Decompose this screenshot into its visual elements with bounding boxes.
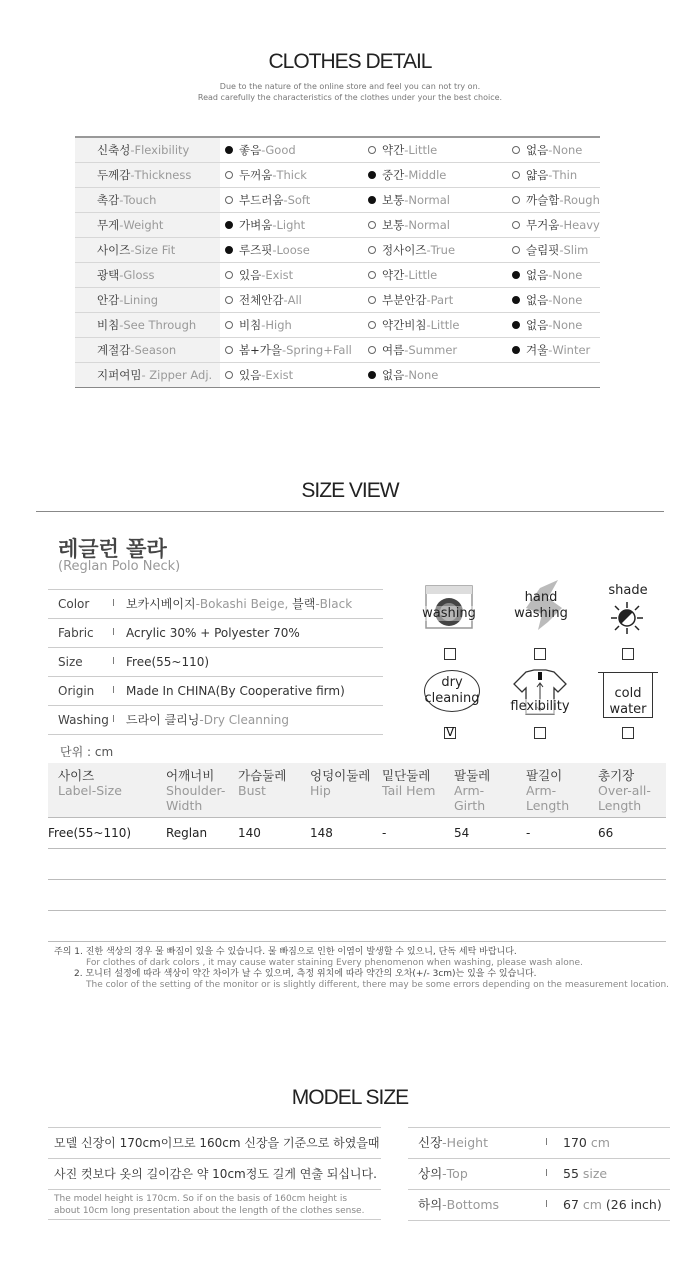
model-measure-table xyxy=(408,1127,670,1221)
option-en: -None xyxy=(548,318,583,332)
size-table-empty-row xyxy=(48,911,666,942)
detail-label-kr: 무게 xyxy=(97,218,120,232)
detail-option xyxy=(368,213,450,237)
measure-unit: cm xyxy=(586,1135,610,1150)
header-kr: 가슴둘레 xyxy=(238,768,287,783)
selected-dot-icon xyxy=(512,346,520,354)
sun-shade-icon xyxy=(610,601,644,635)
model-note-en-a: The model height is 170cm. So if on the basis of 160cm height is xyxy=(54,1194,348,1204)
option-kr: 얇음 xyxy=(526,168,549,182)
info-row xyxy=(48,677,383,706)
size-table-header xyxy=(48,763,666,818)
detail-row xyxy=(75,363,600,388)
option-en: -Light xyxy=(272,218,306,232)
option-kr: 중간 xyxy=(382,168,405,182)
model-measure-label xyxy=(418,1128,488,1158)
detail-row xyxy=(75,163,600,188)
model-size-title: MODEL SIZE xyxy=(291,1086,409,1109)
header-kr: 밑단둘레 xyxy=(382,768,431,783)
option-kr: 있음 xyxy=(239,368,262,382)
detail-option xyxy=(368,338,457,362)
detail-option xyxy=(225,188,310,212)
info-value xyxy=(126,648,209,676)
detail-row-label xyxy=(75,313,220,337)
detail-label-kr: 광택 xyxy=(97,268,120,282)
dry-cleaning-checkmark: V xyxy=(446,725,455,739)
option-en: -None xyxy=(548,268,583,282)
dry-cleaning-checkbox[interactable] xyxy=(444,727,456,739)
size-view-divider xyxy=(36,511,664,512)
dry-label-1: dry xyxy=(441,675,463,690)
product-subtitle: (Reglan Polo Neck) xyxy=(58,559,181,574)
header-en: Arm- xyxy=(526,783,557,798)
option-en: -None xyxy=(548,293,583,307)
selected-dot-icon xyxy=(512,271,520,279)
size-cell: Free(55~110) xyxy=(48,826,132,840)
flexibility-checkbox[interactable] xyxy=(534,727,546,739)
detail-label-kr: 안감 xyxy=(97,293,120,307)
hand-washing-label xyxy=(508,590,574,622)
cold-water-checkbox[interactable] xyxy=(622,727,634,739)
size-cell: - xyxy=(382,826,387,840)
detail-row xyxy=(75,136,600,163)
detail-label-en: -Gloss xyxy=(119,268,155,282)
measure-extra: (26 inch) xyxy=(601,1197,662,1212)
empty-circle-icon xyxy=(368,246,376,254)
note-2-en: The color of the setting of the monitor or is slightly different, there may be some errors depending on the measurement location. xyxy=(86,980,670,990)
model-measure-label xyxy=(418,1190,499,1220)
measure-unit: size xyxy=(578,1166,608,1181)
detail-label-kr: 비침 xyxy=(97,318,120,332)
model-note-box xyxy=(48,1127,381,1220)
note-1: 주의 1. 진한 색상의 경우 물 빠짐이 있을 수 있습니다. 물 빠짐으로 인한 이염이 발생할 수 있으니, 단독 세탁 바랍니다. xyxy=(54,947,517,957)
option-en: -Loose xyxy=(272,243,310,257)
detail-option xyxy=(368,188,450,212)
detail-label-kr: 사이즈 xyxy=(97,243,131,257)
size-header-cell xyxy=(166,768,225,813)
option-en: -Summer xyxy=(404,343,458,357)
size-table-empty-row xyxy=(48,849,666,880)
option-en: -Heavy xyxy=(559,218,600,232)
hand-label-1: hand xyxy=(524,590,558,605)
header-en: Hip xyxy=(310,783,331,798)
detail-option xyxy=(512,313,582,337)
detail-option xyxy=(225,263,293,287)
empty-circle-icon xyxy=(225,271,233,279)
measure-kr: 신장 xyxy=(418,1135,443,1150)
detail-row xyxy=(75,338,600,363)
clothes-detail-table xyxy=(75,136,600,388)
selected-dot-icon xyxy=(225,146,233,154)
info-value-kr: Free(55~110) xyxy=(126,655,210,669)
dry-cleaning-label xyxy=(420,675,484,707)
option-kr: 약간비침 xyxy=(382,318,427,332)
model-note-line-2: 사진 컷보다 옷의 길이감은 약 10cm정도 길게 연출 되십니다. xyxy=(48,1159,381,1190)
info-value-kr2: 블랙 xyxy=(292,597,316,611)
info-value-kr: Acrylic 30% + Polyester 70% xyxy=(126,626,300,640)
product-info-table xyxy=(48,589,383,735)
header-kr: 어깨너비 xyxy=(166,768,215,783)
basin-rim xyxy=(598,672,658,673)
info-value xyxy=(126,677,345,705)
detail-option xyxy=(368,263,437,287)
option-en: -Normal xyxy=(404,193,450,207)
detail-label-en: -Thickness xyxy=(130,168,192,182)
info-separator: I xyxy=(112,714,115,725)
option-kr: 겨울 xyxy=(526,343,549,357)
size-header-cell xyxy=(382,768,435,798)
detail-option xyxy=(368,138,437,162)
option-en: -Normal xyxy=(404,218,450,232)
detail-label-en: -Touch xyxy=(119,193,157,207)
selected-dot-icon xyxy=(225,221,233,229)
detail-option xyxy=(225,363,293,387)
header-en: Bust xyxy=(238,783,266,798)
empty-circle-icon xyxy=(368,321,376,329)
cold-label-2: water xyxy=(609,702,647,717)
detail-label-kr: 촉감 xyxy=(97,193,120,207)
option-en: -Little xyxy=(404,268,438,282)
size-table xyxy=(48,763,666,942)
info-separator: I xyxy=(112,656,115,667)
measure-separator: I xyxy=(545,1137,548,1148)
detail-label-kr: 신축성 xyxy=(97,143,131,157)
detail-option xyxy=(225,138,296,162)
detail-label-en: - Zipper Adj. xyxy=(141,368,213,382)
detail-row-label xyxy=(75,338,220,362)
option-kr: 없음 xyxy=(526,268,549,282)
detail-option xyxy=(225,213,305,237)
detail-option xyxy=(512,213,600,237)
header-en: Arm- xyxy=(454,783,485,798)
detail-option xyxy=(225,313,292,337)
detail-row xyxy=(75,188,600,213)
size-header-cell xyxy=(310,768,370,798)
option-en: -All xyxy=(283,293,302,307)
measure-unit: cm xyxy=(578,1197,602,1212)
header-en: Tail Hem xyxy=(382,783,436,798)
option-en: -Little xyxy=(426,318,460,332)
option-en: -High xyxy=(261,318,292,332)
option-kr: 가벼움 xyxy=(239,218,273,232)
model-measure-label xyxy=(418,1159,468,1189)
detail-label-en: -See Through xyxy=(119,318,197,332)
option-kr: 없음 xyxy=(526,318,549,332)
detail-option xyxy=(368,313,459,337)
model-note-en-b: about 10cm long presentation about the length of the clothes sense. xyxy=(54,1206,365,1216)
option-kr: 좋음 xyxy=(239,143,262,157)
empty-circle-icon xyxy=(225,171,233,179)
detail-option xyxy=(512,338,590,362)
size-cell: 148 xyxy=(310,826,333,840)
option-kr: 루즈핏 xyxy=(239,243,273,257)
empty-circle-icon xyxy=(512,146,520,154)
empty-circle-icon xyxy=(225,371,233,379)
option-kr: 정사이즈 xyxy=(382,243,427,257)
selected-dot-icon xyxy=(512,321,520,329)
measure-en: -Bottoms xyxy=(442,1197,500,1212)
size-header-cell xyxy=(58,768,122,798)
option-en: -Slim xyxy=(559,243,589,257)
cold-label-1: cold xyxy=(614,686,642,701)
option-en: -None xyxy=(548,143,583,157)
size-header-cell xyxy=(454,768,490,813)
header-en2: Width xyxy=(166,798,203,813)
measure-en: -Top xyxy=(442,1166,468,1181)
detail-label-kr: 계절감 xyxy=(97,343,131,357)
detail-option xyxy=(368,288,453,312)
detail-row xyxy=(75,238,600,263)
selected-dot-icon xyxy=(368,171,376,179)
size-cell: Reglan xyxy=(166,826,208,840)
size-cell: 66 xyxy=(598,826,614,840)
measure-value: 67 xyxy=(563,1197,579,1212)
info-value-kr: 보카시베이지 xyxy=(126,597,196,611)
detail-row xyxy=(75,313,600,338)
info-separator: I xyxy=(112,598,115,609)
info-row xyxy=(48,648,383,677)
empty-circle-icon xyxy=(225,196,233,204)
model-note-line-3 xyxy=(48,1190,381,1220)
detail-option xyxy=(512,138,582,162)
header-kr: 팔둘레 xyxy=(454,768,491,783)
empty-circle-icon xyxy=(512,221,520,229)
empty-circle-icon xyxy=(368,221,376,229)
option-en: -Good xyxy=(261,143,296,157)
info-value xyxy=(126,590,352,618)
info-value-en: -Bokashi Beige, xyxy=(195,597,293,611)
option-en: -Rough xyxy=(559,193,600,207)
model-measure-row xyxy=(408,1159,670,1190)
info-value-kr: 드라이 클리닝 xyxy=(126,713,200,727)
option-kr: 봄+가을 xyxy=(239,343,282,357)
model-measure-value xyxy=(563,1128,610,1158)
detail-option xyxy=(225,163,307,187)
option-kr: 없음 xyxy=(526,143,549,157)
detail-label-en: -Lining xyxy=(119,293,159,307)
info-label: Fabric xyxy=(58,626,94,640)
detail-label-en: -Season xyxy=(130,343,177,357)
option-en: -Thick xyxy=(272,168,307,182)
header-en: Label-Size xyxy=(58,783,122,798)
size-view-title: SIZE VIEW xyxy=(301,479,399,502)
detail-row-label xyxy=(75,363,220,387)
detail-option xyxy=(225,338,352,362)
info-separator: I xyxy=(112,627,115,638)
detail-option xyxy=(512,238,588,262)
empty-circle-icon xyxy=(368,346,376,354)
detail-option xyxy=(368,363,438,387)
detail-label-kr: 두께감 xyxy=(97,168,131,182)
option-en: -Little xyxy=(404,143,438,157)
option-en: -Soft xyxy=(283,193,311,207)
size-cell: 140 xyxy=(238,826,261,840)
option-en: -None xyxy=(404,368,439,382)
washing-checkbox[interactable] xyxy=(444,648,456,660)
detail-option xyxy=(512,188,600,212)
info-row xyxy=(48,706,383,735)
detail-row-label xyxy=(75,213,220,237)
option-kr: 있음 xyxy=(239,268,262,282)
detail-option xyxy=(368,163,446,187)
option-kr: 없음 xyxy=(526,293,549,307)
measure-value: 170 xyxy=(563,1135,587,1150)
header-kr: 사이즈 xyxy=(58,768,95,783)
header-kr: 엉덩이둘레 xyxy=(310,768,371,783)
measure-kr: 하의 xyxy=(418,1197,443,1212)
info-separator: I xyxy=(112,685,115,696)
detail-row-label xyxy=(75,163,220,187)
info-row xyxy=(48,589,383,619)
selected-dot-icon xyxy=(368,196,376,204)
hand-washing-checkbox[interactable] xyxy=(534,648,546,660)
info-value-kr: Made In CHINA(By Cooperative firm) xyxy=(126,684,345,698)
option-kr: 비침 xyxy=(239,318,262,332)
cold-water-label xyxy=(600,686,656,718)
flexibility-label: flexibility xyxy=(508,699,572,714)
option-kr: 부드러움 xyxy=(239,193,284,207)
empty-circle-icon xyxy=(225,321,233,329)
shade-checkbox[interactable] xyxy=(622,648,634,660)
model-measure-row xyxy=(408,1127,670,1159)
option-kr: 보통 xyxy=(382,193,405,207)
model-measure-row xyxy=(408,1190,670,1221)
option-kr: 까슬함 xyxy=(526,193,560,207)
option-kr: 부분안감 xyxy=(382,293,427,307)
empty-circle-icon xyxy=(368,146,376,154)
option-en: -Thin xyxy=(548,168,578,182)
info-row xyxy=(48,619,383,648)
detail-label-en: -Size Fit xyxy=(130,243,176,257)
empty-circle-icon xyxy=(368,271,376,279)
size-table-empty-row xyxy=(48,880,666,911)
product-name: 레글런 폴라 xyxy=(58,537,167,561)
detail-row xyxy=(75,213,600,238)
clothes-detail-subtitle-2: Read carefully the characteristics of the clothes under your the best choice. xyxy=(197,93,503,102)
info-value xyxy=(126,619,300,647)
size-table-row xyxy=(48,818,666,849)
empty-circle-icon xyxy=(368,296,376,304)
selected-dot-icon xyxy=(225,246,233,254)
unit-label: 단위 : cm xyxy=(60,745,114,759)
header-en: Shoulder- xyxy=(166,783,226,798)
clothes-detail-title: CLOTHES DETAIL xyxy=(268,50,432,73)
header-en2: Length xyxy=(526,798,570,813)
header-en2: Length xyxy=(598,798,642,813)
info-value xyxy=(126,706,289,734)
detail-label-kr: 지퍼여밈 xyxy=(97,368,142,382)
note-2: 2. 모니터 설정에 따라 색상이 약간 차이가 날 수 있으며, 측정 위치에 따라 약간의 오차(+/- 3cm)는 있을 수 있습니다. xyxy=(74,969,537,979)
info-value-en2: -Black xyxy=(315,597,353,611)
measure-value: 55 xyxy=(563,1166,579,1181)
option-en: -Exist xyxy=(261,268,294,282)
info-value-en: -Dry Cleanning xyxy=(199,713,290,727)
measure-en: -Height xyxy=(442,1135,488,1150)
detail-option xyxy=(512,263,582,287)
option-en: -Winter xyxy=(548,343,591,357)
selected-dot-icon xyxy=(512,296,520,304)
header-en: Over-all- xyxy=(598,783,651,798)
detail-row-label xyxy=(75,138,220,162)
detail-row-label xyxy=(75,263,220,287)
clothes-detail-subtitle-1: Due to the nature of the online store and feel you can not try on. xyxy=(219,82,481,91)
model-measure-value xyxy=(563,1190,662,1220)
option-kr: 여름 xyxy=(382,343,405,357)
size-header-cell xyxy=(238,768,286,798)
size-cell: 54 xyxy=(454,826,470,840)
option-en: -Middle xyxy=(404,168,447,182)
option-kr: 없음 xyxy=(382,368,405,382)
model-note-line-1: 모델 신장이 170cm이므로 160cm 신장을 기준으로 하였을때 xyxy=(48,1127,381,1159)
option-kr: 약간 xyxy=(382,143,405,157)
header-kr: 팔길이 xyxy=(526,768,563,783)
option-kr: 전체안감 xyxy=(239,293,284,307)
detail-option xyxy=(225,238,310,262)
hand-label-2: washing xyxy=(514,606,568,621)
option-kr: 슬림핏 xyxy=(526,243,560,257)
detail-option xyxy=(512,163,577,187)
detail-row xyxy=(75,263,600,288)
detail-row xyxy=(75,288,600,313)
detail-option xyxy=(225,288,302,312)
measure-kr: 상의 xyxy=(418,1166,443,1181)
empty-circle-icon xyxy=(512,196,520,204)
option-kr: 보통 xyxy=(382,218,405,232)
size-notes xyxy=(54,947,669,991)
size-cell: - xyxy=(526,826,531,840)
detail-option xyxy=(368,238,455,262)
detail-label-en: -Flexibility xyxy=(130,143,190,157)
empty-circle-icon xyxy=(225,346,233,354)
empty-circle-icon xyxy=(512,246,520,254)
selected-dot-icon xyxy=(368,371,376,379)
option-en: -Spring+Fall xyxy=(281,343,352,357)
info-label: Origin xyxy=(58,684,95,698)
header-kr: 총기장 xyxy=(598,768,635,783)
model-measure-value xyxy=(563,1159,607,1189)
option-en: -True xyxy=(426,243,456,257)
header-en2: Girth xyxy=(454,798,486,813)
empty-circle-icon xyxy=(512,171,520,179)
option-en: -Part xyxy=(426,293,454,307)
note-1-en: For clothes of dark colors , it may cause water staining Every phenomenon when washing, please wash alone. xyxy=(86,958,583,968)
detail-row-label xyxy=(75,188,220,212)
size-header-cell xyxy=(526,768,569,813)
size-header-cell xyxy=(598,768,651,813)
detail-option xyxy=(512,288,582,312)
option-kr: 두꺼움 xyxy=(239,168,273,182)
shade-label: shade xyxy=(608,583,648,598)
detail-row-label xyxy=(75,288,220,312)
info-label: Washing xyxy=(58,713,109,727)
detail-row-label xyxy=(75,238,220,262)
measure-separator: I xyxy=(545,1199,548,1210)
dry-label-2: cleaning xyxy=(424,691,480,706)
empty-circle-icon xyxy=(225,296,233,304)
option-en: -Exist xyxy=(261,368,294,382)
option-kr: 무거움 xyxy=(526,218,560,232)
option-kr: 약간 xyxy=(382,268,405,282)
measure-separator: I xyxy=(545,1168,548,1179)
washing-label: washing xyxy=(418,606,480,621)
info-label: Color xyxy=(58,597,90,611)
detail-label-en: -Weight xyxy=(119,218,164,232)
info-label: Size xyxy=(58,655,83,669)
